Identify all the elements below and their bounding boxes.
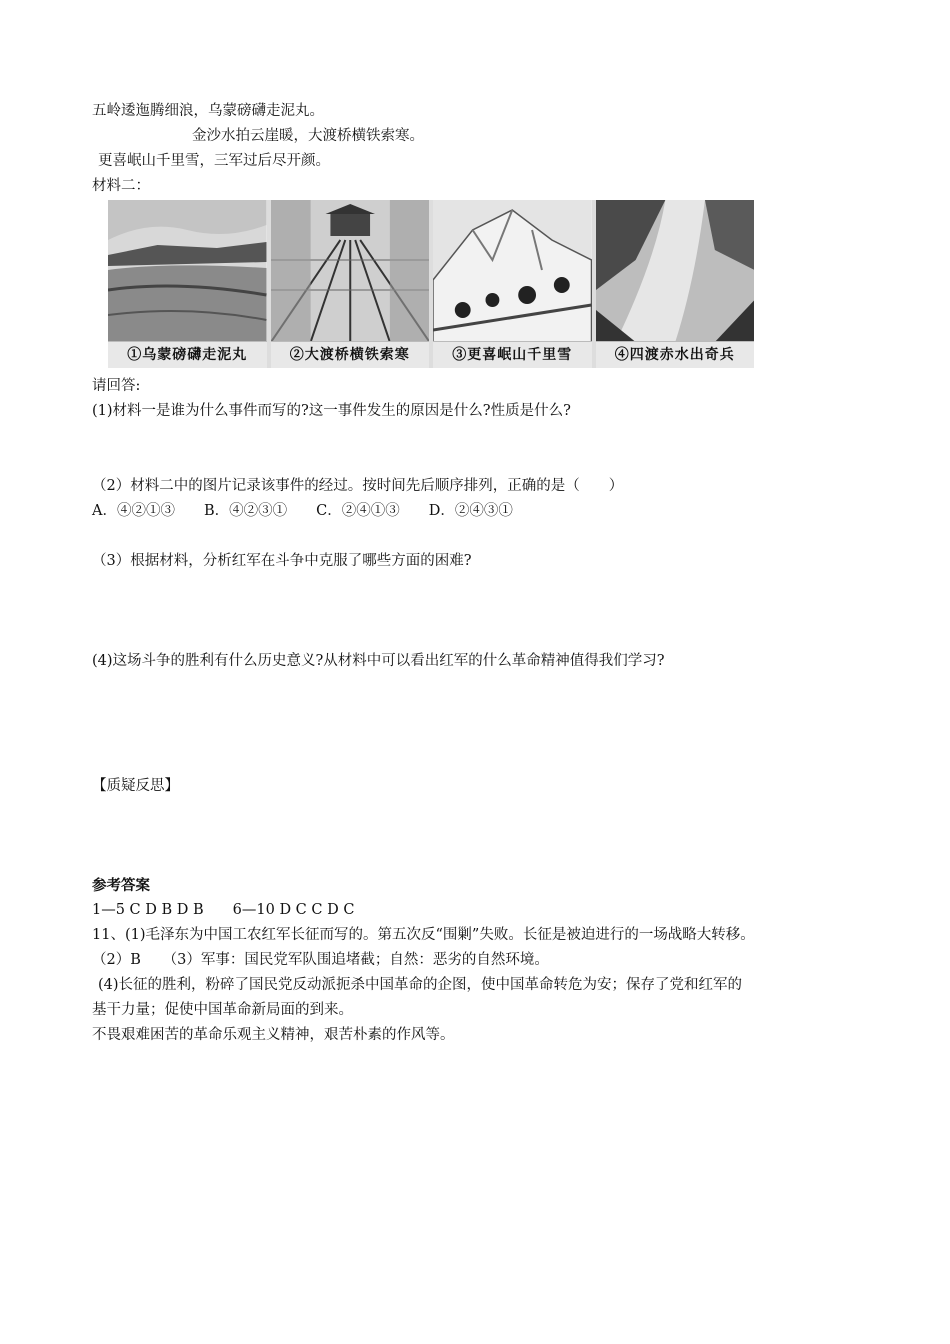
photo-caption-2: ②大渡桥横铁索寒 xyxy=(271,341,430,368)
photo-panel-1 xyxy=(108,200,267,368)
photo-caption-1: ①乌蒙磅礴走泥丸 xyxy=(108,341,267,368)
photo-caption-4: ④四渡赤水出奇兵 xyxy=(596,341,755,368)
photo-caption-3: ③更喜岷山千里雪 xyxy=(433,341,592,368)
answer-11-part-1: 11、(1)毛泽东为中国工农红军长征而写的。第五次反“围剿”失败。长征是被迫进行的一场战略大转移。 xyxy=(92,927,755,943)
question-2: （2）材料二中的图片记录该事件的经过。按时间先后顺序排列，正确的是（ ） xyxy=(92,478,624,494)
answer-11-part-4-line-1: (4)长征的胜利，粉碎了国民党反动派扼杀中国革命的企图，使中国革命转危为安；保存了党和红军的 xyxy=(98,977,743,993)
photo-strip xyxy=(108,200,754,368)
snow-mountain-photo-icon xyxy=(433,200,592,342)
answer-11-part-4-line-2: 基干力量；促使中国革命新局面的到来。 xyxy=(92,1002,353,1018)
photo-panel-4 xyxy=(596,200,755,368)
question-1: (1)材料一是谁为什么事件而写的?这一事件发生的原因是什么?性质是什么? xyxy=(92,403,571,419)
river-valley-photo-icon xyxy=(596,200,755,342)
poem-line-2: 金沙水拍云崖暖，大渡桥横铁索寒。 xyxy=(192,128,424,144)
chain-bridge-photo-icon xyxy=(271,200,430,342)
photo-panel-3 xyxy=(433,200,592,368)
poem-line-1: 五岭逶迤腾细浪，乌蒙磅礴走泥丸。 xyxy=(92,103,324,119)
poem-line-3: 更喜岷山千里雪，三军过后尽开颜。 xyxy=(98,153,330,169)
grassland-photo-icon xyxy=(108,200,267,342)
answers-title: 参考答案 xyxy=(92,877,150,894)
question-3: （3）根据材料，分析红军在斗争中克服了哪些方面的困难? xyxy=(92,553,472,569)
photo-panel-2 xyxy=(271,200,430,368)
reflection-title: 【质疑反思】 xyxy=(92,778,179,794)
answer-11-part-4-line-3: 不畏艰难困苦的革命乐观主义精神，艰苦朴素的作风等。 xyxy=(92,1027,455,1043)
material2-label: 材料二： xyxy=(92,178,150,194)
answers-multiple-choice: 1—5 C D B D B 6—10 D C C D C xyxy=(92,902,355,918)
question-4: (4)这场斗争的胜利有什么历史意义?从材料中可以看出红军的什么革命精神值得我们学习? xyxy=(92,653,665,669)
answer-11-parts-2-3: （2）B （3）军事：国民党军队围追堵截；自然：恶劣的自然环境。 xyxy=(92,952,549,968)
question-2-options: A．④②①③ B．④②③① C．②④①③ D．②④③① xyxy=(92,503,513,519)
question-prompt: 请回答: xyxy=(92,378,141,394)
